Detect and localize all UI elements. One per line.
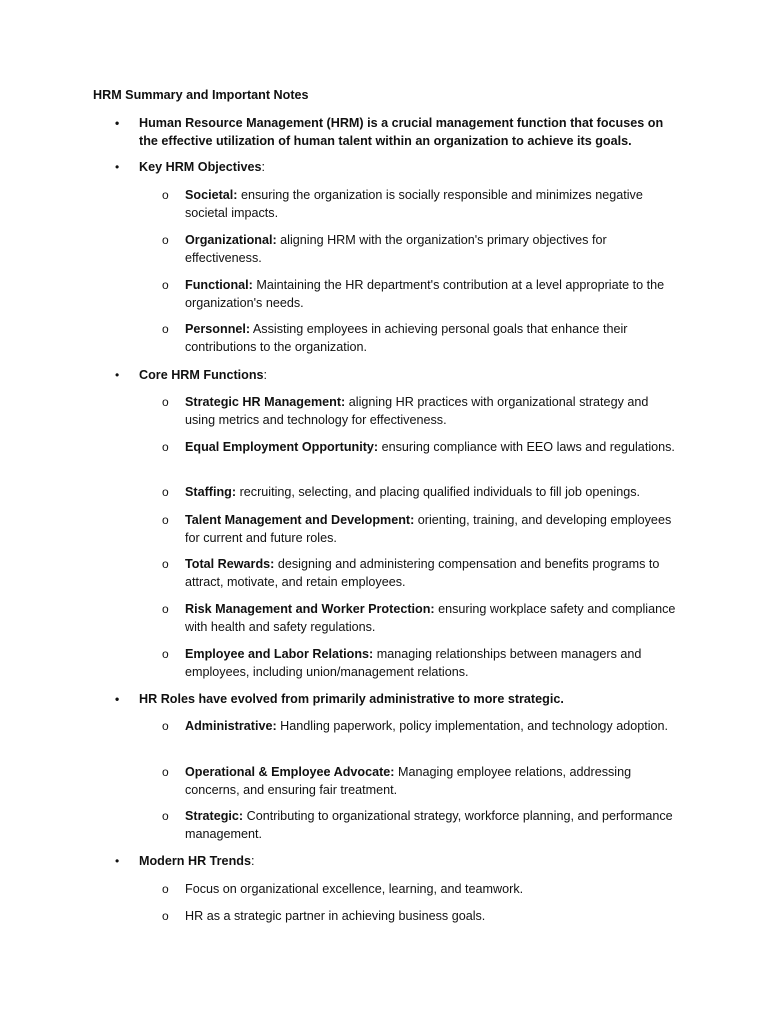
function-text: designing and administering compensation and benefits programs to attract, motivate, and retain employees. bbox=[185, 557, 660, 589]
function-text: aligning HR practices with organizational strategy and using metrics and technology for effectiveness. bbox=[185, 395, 649, 427]
bullet-marker: • bbox=[115, 854, 120, 868]
trend-item bbox=[162, 880, 680, 898]
circle-marker: o bbox=[162, 765, 169, 779]
trend-text: HR as a strategic partner in achieving business goals. bbox=[185, 909, 486, 923]
function-text: orienting, training, and developing employees for current and future roles. bbox=[185, 513, 672, 545]
roles-heading-item bbox=[115, 690, 679, 708]
circle-marker: o bbox=[162, 322, 169, 336]
objective-text: ensuring the organization is socially responsible and minimizes negative societal impacts. bbox=[185, 188, 643, 220]
trend-item bbox=[162, 907, 680, 925]
role-item-administrative bbox=[162, 717, 680, 735]
role-term: Administrative: bbox=[185, 719, 277, 733]
trends-colon: : bbox=[250, 854, 255, 868]
trend-text: Focus on organizational excellence, learning, and teamwork. bbox=[185, 882, 524, 896]
objective-text: aligning HRM with the organization's primary objectives for effectiveness. bbox=[185, 233, 607, 265]
circle-marker: o bbox=[162, 440, 169, 454]
circle-marker: o bbox=[162, 602, 169, 616]
bullet-marker: • bbox=[115, 160, 120, 174]
circle-marker: o bbox=[162, 809, 169, 823]
intro-text: Human Resource Management (HRM) is a crucial management function that focuses on the effective utilization of human talent within an organization to achieve its goals. bbox=[139, 116, 664, 148]
role-text: Managing employee relations, addressing concerns, and ensuring fair treatment. bbox=[185, 765, 632, 797]
trends-heading-item bbox=[115, 852, 679, 870]
circle-marker: o bbox=[162, 882, 169, 896]
role-term: Strategic: bbox=[185, 809, 244, 823]
function-term: Risk Management and Worker Protection: bbox=[185, 602, 435, 616]
role-term: Operational & Employee Advocate: bbox=[185, 765, 395, 779]
function-term: Employee and Labor Relations: bbox=[185, 647, 374, 661]
function-term: Strategic HR Management: bbox=[185, 395, 346, 409]
objectives-heading-item bbox=[115, 158, 679, 176]
role-text: Contributing to organizational strategy, workforce planning, and performance management. bbox=[185, 809, 673, 841]
function-item-strategic bbox=[162, 393, 680, 429]
function-item-eeo bbox=[162, 438, 680, 456]
function-text: ensuring workplace safety and compliance with health and safety regulations. bbox=[185, 602, 676, 634]
bullet-marker: • bbox=[115, 692, 120, 706]
objective-item-functional bbox=[162, 276, 680, 312]
circle-marker: o bbox=[162, 719, 169, 733]
circle-marker: o bbox=[162, 278, 169, 292]
role-item-operational bbox=[162, 763, 680, 799]
roles-heading: HR Roles have evolved from primarily administrative to more strategic. bbox=[139, 692, 564, 706]
function-text: managing relationships between managers and employees, including union/management relations. bbox=[185, 647, 642, 679]
objective-term: Functional: bbox=[185, 278, 253, 292]
function-term: Talent Management and Development: bbox=[185, 513, 415, 527]
function-item-risk bbox=[162, 600, 680, 636]
trends-heading: Modern HR Trends bbox=[139, 854, 251, 868]
function-term: Total Rewards: bbox=[185, 557, 275, 571]
objective-item-personnel bbox=[162, 320, 680, 356]
functions-colon: : bbox=[263, 368, 268, 382]
document-title: HRM Summary and Important Notes bbox=[93, 88, 309, 102]
function-item-labor bbox=[162, 645, 680, 681]
objectives-heading: Key HRM Objectives bbox=[139, 160, 262, 174]
circle-marker: o bbox=[162, 557, 169, 571]
objective-term: Personnel: bbox=[185, 322, 251, 336]
role-text: Handling paperwork, policy implementation, and technology adoption. bbox=[276, 719, 669, 733]
functions-heading-item bbox=[115, 366, 679, 384]
objective-item-societal bbox=[162, 186, 680, 222]
function-item-staffing bbox=[162, 483, 680, 501]
objective-term: Societal: bbox=[185, 188, 238, 202]
function-term: Equal Employment Opportunity: bbox=[185, 440, 379, 454]
objective-item-organizational bbox=[162, 231, 680, 267]
function-text: ensuring compliance with EEO laws and regulations. bbox=[378, 440, 675, 454]
objective-text: Assisting employees in achieving personal goals that enhance their contributions to the organization. bbox=[185, 322, 628, 354]
circle-marker: o bbox=[162, 909, 169, 923]
circle-marker: o bbox=[162, 395, 169, 409]
circle-marker: o bbox=[162, 647, 169, 661]
circle-marker: o bbox=[162, 188, 169, 202]
function-text: recruiting, selecting, and placing qualified individuals to fill job openings. bbox=[236, 485, 641, 499]
objective-term: Organizational: bbox=[185, 233, 277, 247]
role-item-strategic bbox=[162, 807, 680, 843]
intro-item bbox=[115, 114, 679, 150]
circle-marker: o bbox=[162, 233, 169, 247]
function-term: Staffing: bbox=[185, 485, 237, 499]
circle-marker: o bbox=[162, 485, 169, 499]
functions-heading: Core HRM Functions bbox=[139, 368, 264, 382]
objectives-colon: : bbox=[261, 160, 265, 174]
bullet-marker: • bbox=[115, 368, 120, 382]
function-item-rewards bbox=[162, 555, 680, 591]
circle-marker: o bbox=[162, 513, 169, 527]
function-item-talent bbox=[162, 511, 680, 547]
bullet-marker: • bbox=[115, 116, 120, 130]
objective-text: Maintaining the HR department's contribution at a level appropriate to the organization's needs. bbox=[185, 278, 665, 310]
